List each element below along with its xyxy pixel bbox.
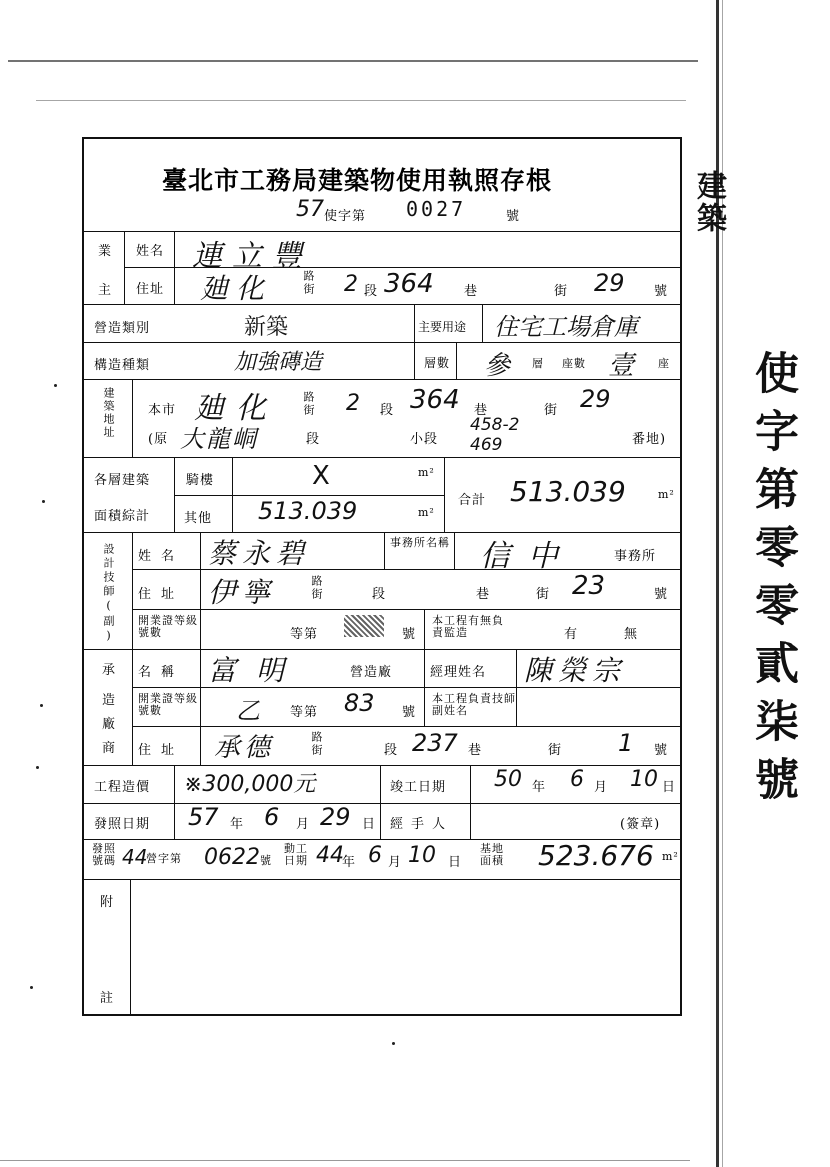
designer-license-stamp	[344, 615, 384, 637]
designer-office-suffix: 事務所	[614, 549, 657, 564]
contractor-section-4: 商	[102, 741, 117, 756]
contractor-license-no: 83	[344, 689, 375, 717]
serial-word: 使字第	[324, 209, 367, 224]
complete-day-label: 日	[662, 780, 677, 795]
contractor-section-3: 廠	[102, 717, 117, 732]
serial-suffix: 號	[506, 209, 521, 224]
other-unit: m²	[418, 506, 435, 519]
margin-stamp-text: 使字第零零貳柒號	[747, 350, 798, 814]
issue-day-label: 日	[362, 817, 377, 832]
complete-year: 50	[494, 767, 522, 792]
start-month-label: 月	[388, 855, 403, 870]
contractor-no-suffix: 號	[402, 705, 417, 720]
arcade-unit: m²	[418, 466, 435, 479]
permit-word: 營字第	[146, 852, 182, 865]
owner-no-label: 號	[654, 284, 669, 299]
contractor-name-value: 富明	[208, 654, 305, 687]
issue-year-label: 年	[230, 817, 245, 832]
contractor-manager-label: 經理姓名	[430, 665, 487, 680]
designer-addr-label: 住址	[138, 587, 185, 602]
contractor-no-value: 1	[618, 729, 634, 757]
notes-label-bottom: 註	[100, 991, 115, 1006]
area-label-2: 面積綜計	[94, 509, 151, 524]
contractor-tech-label: 本工程負責技師副姓名	[432, 692, 516, 717]
owner-lane-value: 364	[384, 269, 434, 299]
site-no-value: 29	[580, 385, 611, 413]
owner-no-value: 29	[594, 269, 625, 297]
site-label: 建築地址	[102, 387, 115, 439]
contractor-license-label: 開業證等級號數	[138, 692, 198, 717]
designer-section: 設計技師(副)	[102, 543, 115, 645]
total-unit: m²	[658, 488, 675, 501]
site-sub-section-label: 小段	[410, 432, 439, 447]
contractor-road-label: 路街	[310, 731, 323, 757]
arcade-label: 騎樓	[186, 473, 215, 488]
contractor-factory-label: 營造廠	[350, 665, 393, 680]
designer-supervise-no: 無	[624, 627, 639, 642]
owner-addr-label: 住址	[136, 282, 165, 297]
permit-form	[82, 137, 682, 1016]
designer-office-label: 事務所名稱	[390, 536, 450, 549]
designer-no-label: 號	[654, 587, 669, 602]
floors-value: 參	[484, 351, 511, 381]
handler-label: 經手人	[390, 817, 454, 832]
site-orig-section: 大龍峒	[180, 425, 258, 453]
designer-name: 蔡永碧	[208, 537, 311, 570]
site-road-label: 路街	[302, 391, 315, 417]
contractor-lane-value: 237	[412, 729, 458, 757]
start-date-label: 動工日期	[284, 842, 308, 867]
designer-supervise-label: 本工程有無負責監造	[432, 614, 504, 639]
structure-value: 加強磚造	[234, 350, 323, 375]
designer-supervise-yes: 有	[564, 627, 579, 642]
designer-section-label: 段	[372, 587, 387, 602]
seal-label: (簽章)	[620, 817, 661, 832]
owner-street-label: 街	[554, 284, 569, 299]
structure-label: 構造種類	[94, 358, 151, 373]
designer-no-suffix: 號	[402, 627, 417, 642]
site-section-value: 2	[346, 391, 360, 416]
designer-office-value: 信中	[480, 539, 576, 574]
start-day: 10	[408, 843, 436, 868]
contractor-grade-label: 等第	[290, 705, 319, 720]
start-day-label: 日	[448, 855, 463, 870]
designer-license-label: 開業證等級號數	[138, 614, 198, 639]
owner-addr-district: 廸化	[200, 272, 273, 305]
other-value: 513.039	[258, 497, 358, 525]
start-year: 44	[316, 843, 344, 868]
contractor-manager-value: 陳榮宗	[524, 654, 627, 687]
complete-label: 竣工日期	[390, 780, 447, 795]
floors-suffix: 層	[532, 357, 544, 370]
owner-section-1: 業	[98, 244, 113, 259]
site-orig-prefix: (原	[148, 432, 169, 447]
floors-label: 層數	[424, 356, 451, 370]
base-area-label: 基地面積	[480, 842, 504, 867]
owner-lane-label: 巷	[464, 284, 479, 299]
base-area-value: 523.676	[538, 839, 654, 872]
issue-month-label: 月	[296, 817, 311, 832]
contractor-addr-label: 住址	[138, 743, 185, 758]
bldg-count-value: 壹	[608, 351, 635, 381]
arcade-value: X	[312, 461, 330, 491]
complete-month-label: 月	[594, 780, 609, 795]
document-title: 臺北市工務局建築物使用執照存根	[162, 166, 553, 195]
designer-grade-label: 等第	[290, 627, 319, 642]
site-street-label: 街	[544, 403, 559, 418]
permit-year: 44	[122, 845, 148, 869]
complete-day: 10	[630, 767, 658, 792]
designer-lane-label: 巷	[476, 587, 491, 602]
issue-month: 6	[264, 803, 280, 831]
site-lot-suffix: 番地)	[632, 432, 667, 447]
owner-road-label: 路街	[302, 270, 315, 296]
designer-name-label: 姓名	[138, 549, 185, 564]
contractor-license-grade: 乙	[236, 697, 260, 725]
bldg-count-suffix: 座	[658, 357, 670, 370]
build-type-value: 新築	[244, 315, 289, 340]
serial-number: 0027	[406, 197, 467, 221]
complete-year-label: 年	[532, 780, 547, 795]
permit-suffix: 號	[260, 854, 272, 867]
serial-year: 57	[296, 197, 324, 222]
owner-name: 連立豐	[192, 239, 312, 274]
site-lane-value: 364	[410, 385, 460, 415]
issue-year: 57	[188, 803, 219, 831]
margin-stamp-top: 建築	[691, 170, 726, 234]
site-city: 本市	[148, 403, 177, 418]
designer-road-label: 路街	[310, 575, 323, 601]
total-value: 513.039	[510, 475, 626, 508]
permit-label: 發照號碼	[92, 842, 116, 867]
contractor-section-label: 段	[384, 743, 399, 758]
designer-no-value: 23	[572, 571, 606, 601]
total-label: 合計	[458, 493, 487, 508]
site-orig-section-label: 段	[306, 432, 321, 447]
contractor-addr-value: 承德	[214, 733, 275, 763]
cost-label: 工程造價	[94, 780, 151, 795]
site-section-label: 段	[380, 403, 395, 418]
owner-section-label: 段	[364, 284, 379, 299]
complete-month: 6	[570, 767, 584, 792]
main-use-value: 住宅工場倉庫	[494, 313, 638, 341]
owner-name-label: 姓名	[136, 244, 165, 259]
cost-value: ※300,000元	[184, 772, 316, 797]
designer-addr-value: 伊寧	[208, 576, 277, 609]
contractor-lane-label: 巷	[468, 743, 483, 758]
site-district: 廸化	[194, 391, 278, 426]
site-lot-1: 458-2	[470, 415, 520, 435]
bldg-count-label: 座數	[562, 357, 586, 370]
main-use-label: 主要用途	[418, 320, 467, 334]
site-lane-label: 巷	[474, 403, 489, 418]
contractor-name-label: 名稱	[138, 665, 185, 680]
contractor-section-1: 承	[102, 663, 117, 678]
contractor-no-label: 號	[654, 743, 669, 758]
contractor-street-label: 街	[548, 743, 563, 758]
issue-date-label: 發照日期	[94, 817, 151, 832]
designer-street-label: 街	[536, 587, 551, 602]
start-year-label: 年	[342, 855, 357, 870]
contractor-section-2: 造	[102, 693, 117, 708]
area-label-1: 各層建築	[94, 473, 151, 488]
base-area-unit: m²	[662, 850, 679, 863]
start-month: 6	[368, 843, 382, 868]
owner-section-value: 2	[344, 272, 358, 297]
site-lot-2: 469	[470, 435, 503, 455]
other-label: 其他	[184, 511, 213, 526]
permit-number: 0622	[204, 845, 260, 870]
build-type-label: 營造類別	[94, 321, 151, 336]
issue-day: 29	[320, 803, 351, 831]
notes-label-top: 附	[100, 895, 115, 910]
owner-section-2: 主	[98, 283, 113, 298]
